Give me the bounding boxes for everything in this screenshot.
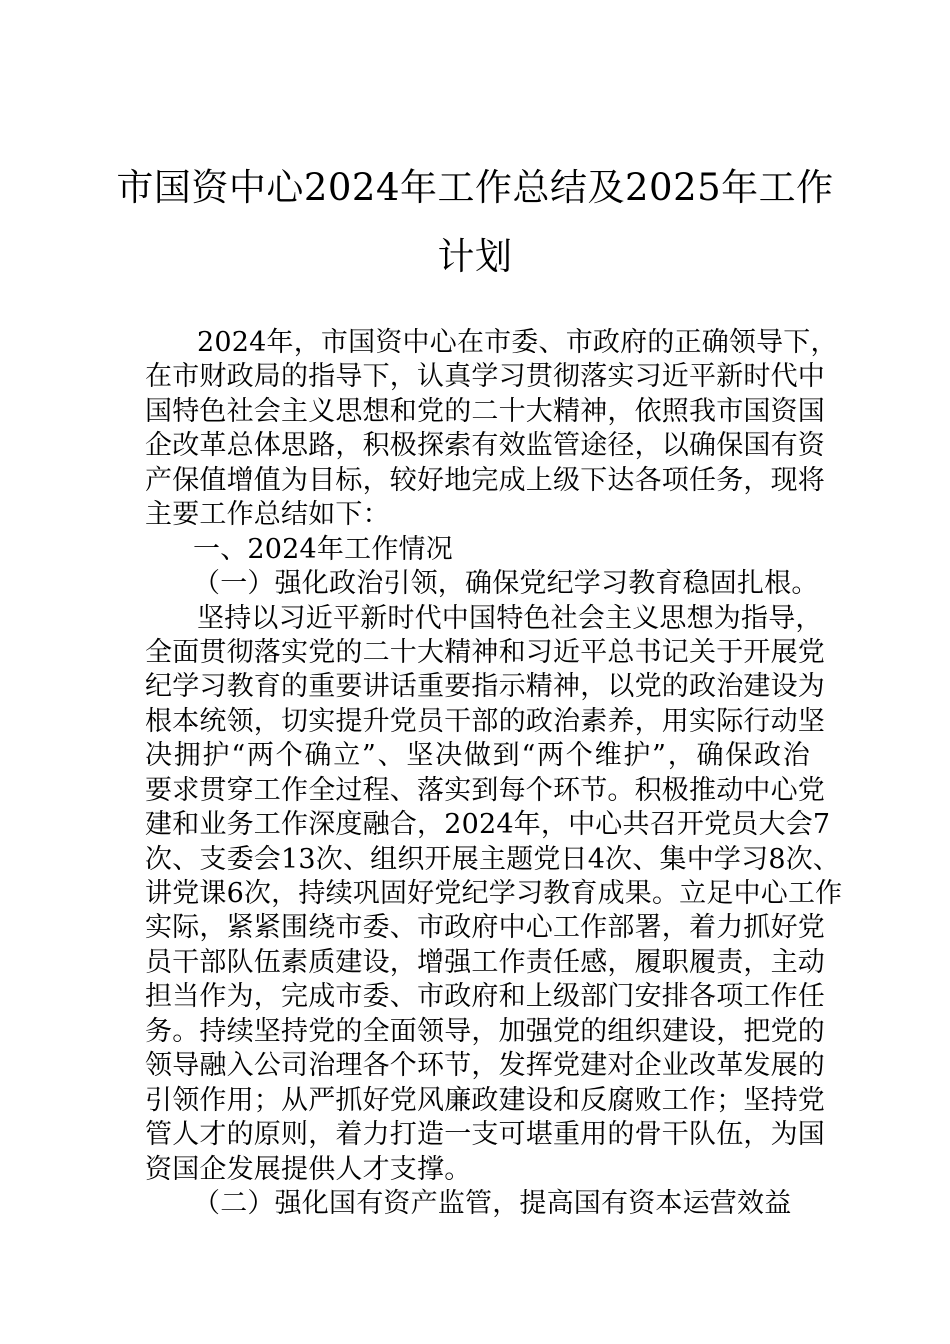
paragraph-line: 领导融入公司治理各个环节，发挥党建对企业改革发展的	[145, 1050, 825, 1082]
paragraph-line: 主要工作总结如下：	[145, 499, 390, 531]
subsection-heading: （二）强化国有资产监管，提高国有资本运营效益	[193, 1187, 792, 1219]
paragraph-line: 国特色社会主义思想和党的二十大精神，依照我市国资国	[145, 395, 825, 427]
paragraph-line: 资国企发展提供人才支撑。	[145, 1153, 472, 1185]
paragraph-line: 担当作为，完成市委、市政府和上级部门安排各项工作任	[145, 981, 825, 1013]
paragraph-line: 建和业务工作深度融合，2024年，中心共召开党员大会7	[145, 809, 831, 841]
paragraph-line: 引领作用；从严抓好党风廉政建设和反腐败工作；坚持党	[145, 1084, 825, 1116]
paragraph-line: 2024年，市国资中心在市委、市政府的正确领导下，	[197, 327, 838, 358]
paragraph-line: 坚持以习近平新时代中国特色社会主义思想为指导，	[197, 602, 823, 634]
document-body	[145, 326, 843, 1221]
paragraph-line: 企改革总体思路，积极探索有效监管途径，以确保国有资	[145, 430, 825, 462]
section-heading: 一、2024年工作情况	[193, 533, 453, 565]
paragraph-line: 实际，紧紧围绕市委、市政府中心工作部署，着力抓好党	[145, 912, 825, 944]
paragraph-line: 根本统领，切实提升党员干部的政治素养，用实际行动坚	[145, 705, 825, 737]
paragraph-line: 在市财政局的指导下，认真学习贯彻落实习近平新时代中	[145, 361, 825, 393]
paragraph-line: 务。持续坚持党的全面领导，加强党的组织建设，把党的	[145, 1015, 825, 1047]
document-title-line-2: 计划	[437, 235, 513, 278]
paragraph-line: 产保值增值为目标，较好地完成上级下达各项任务，现将	[145, 464, 825, 496]
paragraph-line: 纪学习教育的重要讲话重要指示精神，以党的政治建设为	[145, 671, 825, 703]
paragraph-line: 要求贯穿工作全过程、落实到每个环节。积极推动中心党	[145, 774, 825, 806]
paragraph-line: 次、支委会13次、组织开展主题党日4次、集中学习8次、	[145, 843, 841, 875]
paragraph-line: 管人才的原则，着力打造一支可堪重用的骨干队伍，为国	[145, 1119, 825, 1151]
paragraph-line: 全面贯彻落实党的二十大精神和习近平总书记关于开展党	[145, 636, 825, 668]
paragraph-line: 决拥护“两个确立”、坚决做到“两个维护”，确保政治	[145, 740, 810, 772]
subsection-heading: （一）强化政治引领，确保党纪学习教育稳固扎根。	[193, 568, 819, 600]
paragraph-line: 讲党课6次，持续巩固好党纪学习教育成果。立足中心工作	[145, 878, 843, 909]
paragraph-line: 员干部队伍素质建设，增强工作责任感，履职履责，主动	[145, 946, 825, 978]
document-title-line-1: 市国资中心2024年工作总结及2025年工作	[116, 166, 834, 209]
